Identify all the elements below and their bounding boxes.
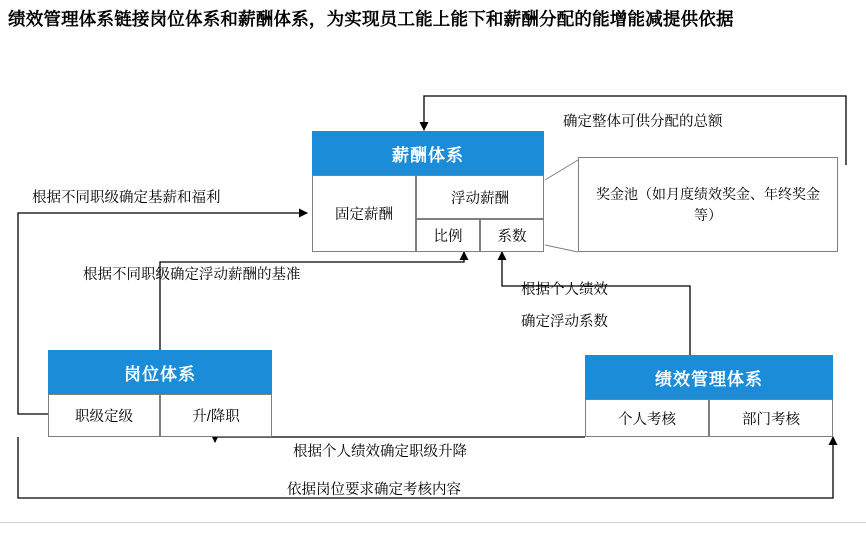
- floating-salary-cell: 浮动薪酬: [416, 175, 544, 219]
- label-promote-by-performance: 根据个人绩效确定职级升降: [293, 444, 467, 460]
- department-assessment-cell: 部门考核: [709, 399, 833, 437]
- salary-system-header: 薪酬体系: [312, 131, 544, 175]
- label-base-and-welfare: 根据不同职级确定基薪和福利: [32, 190, 221, 206]
- promotion-cell: 升/降职: [160, 394, 272, 437]
- label-perf-coefficient-line2: 确定浮动系数: [521, 314, 608, 330]
- position-system-header: 岗位体系: [48, 350, 272, 394]
- job-grade-cell: 职级定级: [48, 394, 160, 437]
- performance-system-header: 绩效管理体系: [585, 355, 833, 399]
- coefficient-cell: 系数: [480, 219, 544, 252]
- footer-divider: [0, 522, 866, 523]
- label-floating-base: 根据不同职级确定浮动薪酬的基准: [83, 267, 301, 283]
- label-perf-coefficient-line1: 根据个人绩效: [521, 282, 608, 298]
- bonus-pool-note: 奖金池（如月度绩效奖金、年终奖金等）: [578, 157, 838, 252]
- label-total-amount: 确定整体可供分配的总额: [563, 114, 723, 130]
- page-title: 绩效管理体系链接岗位体系和薪酬体系，为实现员工能上能下和薪酬分配的能增能减提供依据: [8, 9, 734, 29]
- fixed-salary-cell: 固定薪酬: [312, 175, 416, 252]
- label-assess-by-position: 依据岗位要求确定考核内容: [287, 482, 461, 498]
- individual-assessment-cell: 个人考核: [585, 399, 709, 437]
- ratio-cell: 比例: [416, 219, 480, 252]
